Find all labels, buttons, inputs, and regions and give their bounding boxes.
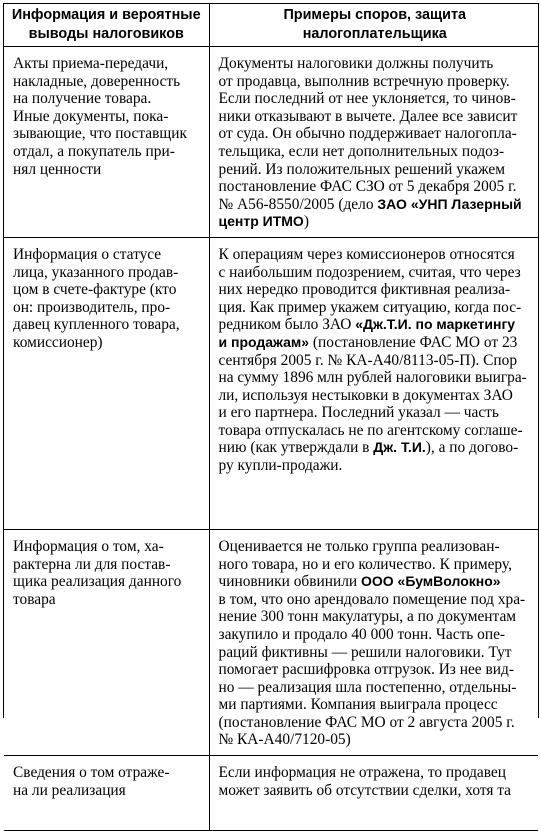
text-segment: ция. Как пример укажем ситуацию, когда пос-	[218, 298, 522, 316]
text-segment: тельщика, если нет дополнительных подоз-	[218, 142, 505, 160]
text-segment: чиновники обвинили	[218, 573, 361, 591]
example-cell	[209, 756, 538, 831]
example-line	[219, 626, 532, 644]
info-cell	[4, 529, 209, 755]
example-line	[219, 264, 532, 282]
info-line: лица, указанного продав-	[13, 263, 179, 281]
text-segment: ного товара, но и его количество. К примеру,	[218, 555, 512, 573]
example-line	[219, 369, 532, 387]
example-line	[219, 679, 532, 697]
text-segment: ли, используя нестыковки в документах ЗАО	[218, 386, 513, 404]
text-segment: Если последний от нее уклоняется, то чинов-	[218, 90, 516, 108]
example-line	[219, 108, 532, 126]
text-segment: на сумму 1896 млн рублей налоговики выигра-	[218, 369, 527, 387]
example-line	[219, 731, 532, 749]
text-segment: нию (как утверждали в	[218, 439, 374, 457]
example-line	[219, 334, 532, 352]
table-row	[4, 47, 538, 238]
example-line	[219, 591, 532, 609]
info-line: Акты приема-передачи,	[13, 55, 169, 72]
text-segment: Оценивается не только группа реализован-	[218, 537, 500, 555]
text-segment: ), а по догово-	[425, 439, 519, 457]
header-line: Примеры споров, защита налогоплательщика	[283, 7, 467, 42]
example-line	[219, 196, 532, 214]
example-line	[219, 246, 532, 264]
text-segment: ми партиями. Компания выиграла процесс	[218, 696, 498, 714]
company-name: центр ИТМО	[218, 213, 304, 230]
text-segment: ники отказывают в вычете. Далее все зависит	[218, 107, 518, 125]
info-line: цом в счете-фактуре (кто	[13, 281, 177, 299]
example-cell	[209, 529, 538, 755]
info-line: товара	[13, 590, 56, 608]
text-segment: может заявить об отсутствии сделки, хотя та	[218, 781, 512, 799]
text-segment: К операциям через комиссионеров относятся	[218, 245, 515, 263]
example-line	[219, 538, 532, 556]
example-line	[219, 213, 532, 231]
header-line: Информация и вероятные	[11, 7, 201, 23]
example-cell	[209, 47, 538, 238]
example-line	[219, 125, 532, 143]
info-cell	[4, 47, 209, 238]
text-segment: но — реализация шла постепенно, отдельны-	[218, 678, 517, 696]
example-line	[219, 178, 532, 196]
tax-disputes-table	[4, 4, 538, 831]
company-name: «Дж.Т.И. по маркетингу	[355, 316, 516, 333]
example-line	[219, 608, 532, 626]
example-cell	[209, 237, 538, 529]
info-line: Иные документы, пока-	[13, 107, 169, 125]
example-line	[219, 316, 532, 334]
text-segment: от суда. Он обычно поддерживает налогопла-	[218, 125, 517, 143]
example-line	[219, 161, 532, 179]
info-cell	[4, 237, 209, 529]
text-segment: сентября 2005 г. № КА-А40/8113-05-П). Спор	[218, 351, 518, 369]
example-line	[219, 661, 532, 679]
example-line	[219, 299, 532, 317]
table-row	[4, 529, 538, 755]
example-line	[219, 90, 532, 108]
info-line: Сведения о том отраже-	[13, 764, 170, 782]
text-segment: раций фиктивны — решили налоговики. Тут	[218, 643, 512, 661]
text-segment: помогает расшифровка отгрузок. Из нее вид-	[218, 661, 514, 679]
example-line	[219, 764, 532, 782]
table-header-row	[4, 4, 538, 47]
company-name: Дж. Т.И.	[373, 439, 426, 456]
example-line	[219, 404, 532, 422]
company-name: ООО «БумВолокно»	[360, 573, 501, 590]
header-information	[4, 4, 209, 47]
info-line: на получение товара.	[13, 90, 152, 108]
example-line	[219, 422, 532, 440]
text-segment: Документы налоговики должны получить	[218, 55, 494, 72]
text-segment: Если информация не отражена, то продавец	[218, 764, 506, 782]
example-line	[219, 387, 532, 405]
text-segment: товара отпускалась не по агентскому соглаше-	[218, 421, 523, 439]
text-segment: (постановление ФАС МО от 2 августа 2005 г.	[218, 713, 515, 731]
text-segment: рений. Из положительных решений укажем	[218, 160, 505, 178]
text-segment: )	[303, 213, 309, 231]
text-segment: № КА-А40/7120-05)	[218, 731, 351, 749]
text-segment: с наибольшим подозрением, считая, что через	[218, 263, 521, 281]
company-name: ЗАО «УНП Лазерный	[377, 195, 522, 212]
info-line: комиссионер)	[13, 333, 103, 351]
info-line: нял ценности	[13, 160, 102, 178]
example-line	[219, 644, 532, 662]
example-line	[219, 556, 532, 574]
table-row	[4, 756, 538, 831]
text-segment: закупило и продало 40 000 тонн. Часть опе-	[218, 625, 506, 643]
example-line	[219, 73, 532, 91]
text-segment: постановление ФАС СЗО от 5 декабря 2005 г.	[218, 178, 517, 196]
text-segment: № А56-8550/2005 (дело	[218, 195, 378, 213]
text-segment: ру купли-продажи.	[218, 457, 343, 475]
info-cell	[4, 756, 209, 831]
text-segment: нение 300 тонн макулатуры, а по документам	[218, 608, 517, 626]
text-segment: (постановление ФАС МО от 23	[309, 333, 518, 351]
text-segment: них нередко проводится фиктивная реализа-	[218, 281, 511, 299]
header-examples	[209, 4, 538, 47]
text-segment: и его партнера. Последний указал — часть	[218, 404, 499, 422]
example-line	[219, 439, 532, 457]
info-line: рактерна ли для постав-	[13, 555, 171, 573]
document-page	[3, 3, 539, 799]
info-line: на ли реализация	[13, 781, 126, 799]
info-line: отдал, а покупатель при-	[13, 142, 175, 160]
info-line: Информация о статусе	[13, 245, 162, 263]
example-line	[219, 696, 532, 714]
company-name: и продажам»	[218, 333, 310, 350]
example-line	[219, 55, 532, 73]
example-line	[219, 457, 532, 475]
info-line: он: производитель, про-	[13, 298, 171, 316]
example-line	[219, 352, 532, 370]
example-line	[219, 143, 532, 161]
table-row	[4, 237, 538, 529]
text-segment: в том, что оно арендовало помещение под хра-	[218, 590, 526, 608]
text-segment: от продавца, выполнив встречную проверку.	[218, 72, 510, 90]
example-line	[219, 782, 532, 800]
info-line: Информация о том, ха-	[13, 537, 164, 555]
info-line: накладные, доверенность	[13, 72, 181, 90]
info-line: зывающие, что поставщик	[13, 125, 187, 143]
example-line	[219, 281, 532, 299]
text-segment: редником было ЗАО	[218, 316, 356, 334]
info-line: давец купленного товара,	[13, 316, 180, 334]
info-line: щика реализация данного	[13, 573, 182, 591]
header-line: выводы налоговиков	[28, 26, 184, 42]
example-line	[219, 573, 532, 591]
